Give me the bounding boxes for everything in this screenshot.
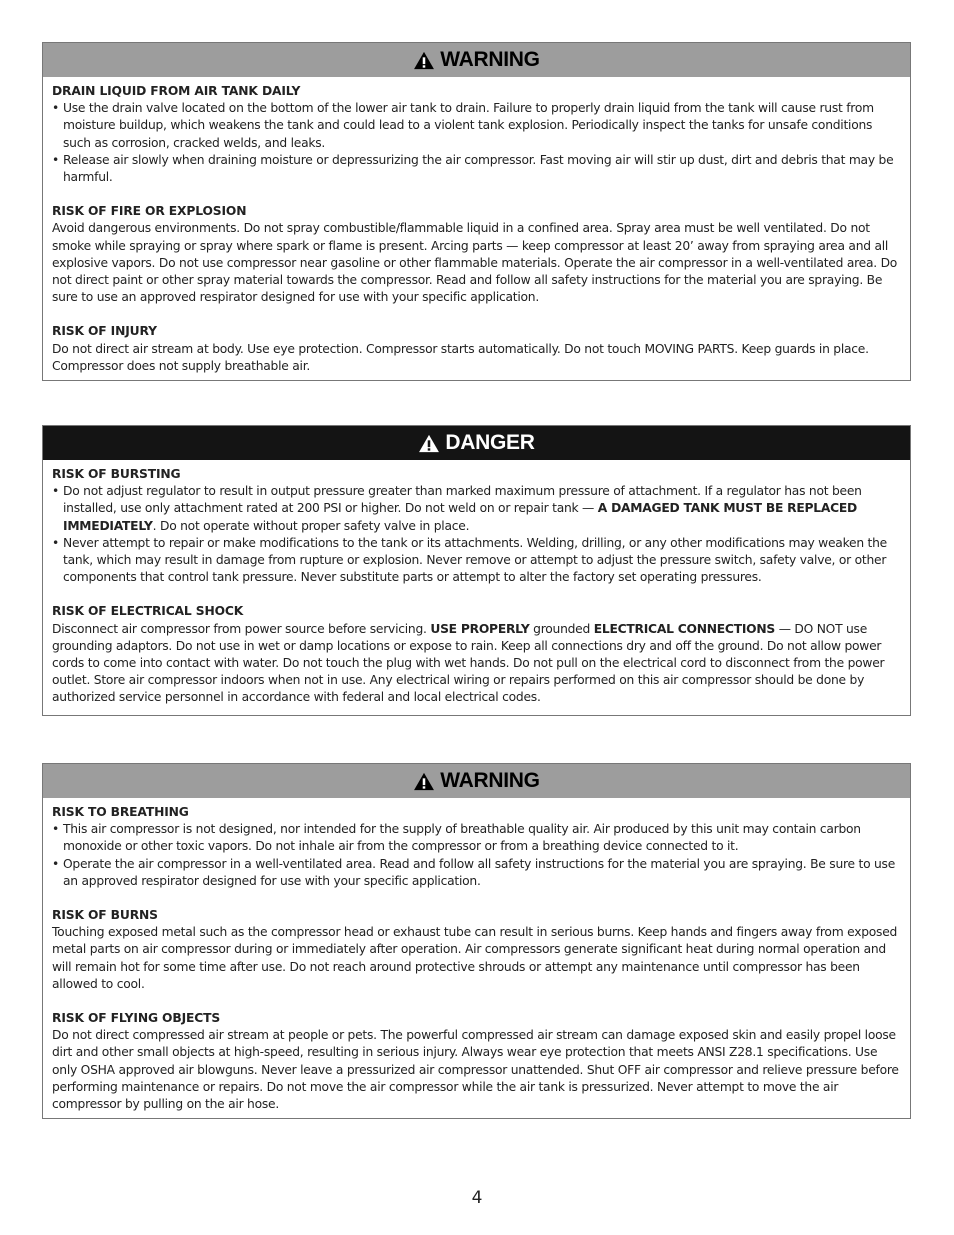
- bullet-item: [52, 856, 901, 890]
- danger-header: [43, 426, 910, 460]
- section-title: RISK OF FIRE OR EXPLOSION: [52, 204, 247, 219]
- text-run: grounded: [529, 621, 594, 636]
- warning-triangle-icon: [413, 772, 435, 791]
- section-electrical-shock: [52, 603, 901, 706]
- warning-content: [43, 77, 910, 381]
- bullet-text: Use the drain valve located on the bottom of the lower air tank to drain. Failure to properly drain liquid from the tank will cause rust from moisture buildup, which weakens the tank and could lead to a violent tank explosion. Periodically inspect the tanks for unsafe conditions such as corrosion, cracked welds, and leaks.: [63, 101, 874, 150]
- text-run: Disconnect air compressor from power source before servicing.: [52, 621, 431, 636]
- emphasis-text: USE PROPERLY: [430, 621, 530, 636]
- section-title: DRAIN LIQUID FROM AIR TANK DAILY: [52, 84, 301, 98]
- emphasis-text: A DAMAGED TANK MUST BE REPLACED IMMEDIATELY: [63, 501, 857, 533]
- bullet-text: This air compressor is not designed, nor intended for the supply of breathable quality air. Air produced by this unit may contain carbon monoxide or other toxic vapors. Do not inhale air from the compressor or from a breathing device connected to it.: [63, 822, 861, 854]
- section-drain-liquid: [52, 83, 901, 186]
- section-flying-objects: [52, 1010, 901, 1113]
- bullet-item: [52, 483, 901, 535]
- bullet-text: Never attempt to repair or make modifications to the tank or its attachments. Welding, drilling, or any other modifications may weaken the tank, which may result in damage from rupture or explosion. Never remove or attempt to adjust the pressure switch, safety valve, or other components that control tank pressure. Never substitute parts or attempt to alter the factory set operating pressures.: [63, 535, 887, 585]
- danger-box: [42, 425, 911, 716]
- section-title: RISK OF BURNS: [52, 908, 158, 923]
- warning-header: [43, 43, 910, 77]
- section-breathing: [52, 804, 901, 890]
- warning-title: WARNING: [440, 769, 540, 792]
- section-bursting: [52, 466, 901, 586]
- warning-triangle-icon: [413, 51, 435, 70]
- bullet-text: Operate the air compressor in a well-ventilated area. Read and follow all safety instructions for the material you are spraying. Be sure to use an approved respirator designed for use with your specific application.: [63, 856, 896, 888]
- section-title: RISK TO BREATHING: [52, 805, 189, 819]
- bullet-text: Release air slowly when draining moisture or depressurizing the air compressor. Fast moving air will stir up dust, dirt and debris that may be harmful.: [63, 152, 894, 185]
- section-body: Avoid dangerous environments. Do not spray combustible/flammable liquid in a confined area. Spray area must be well ventilated. Do not smoke while spraying or spray where spark or flame is present. Arcing parts — keep compressor at least 20’ away from spraying area and all explosive vapors. Do not use compressor near gasoline or other flammable materials. Operate the air compressor in a well-ventilated area. Do not direct paint or other spray material towards the compressor. Read and follow all safety instructions for the material you are spraying. Be sure to use an approved respirator designed for use with your specific application.: [52, 221, 898, 305]
- section-body: Do not direct air stream at body. Use eye protection. Compressor starts automatically. Do not touch MOVING PARTS. Keep guards in place. Compressor does not supply breathable air.: [52, 341, 869, 373]
- warning-content: [43, 798, 910, 1119]
- bullet-marker: •: [52, 535, 60, 550]
- section-body: Do not direct compressed air stream at people or pets. The powerful compressed air stream can damage exposed skin and easily propel loose dirt and other small objects at high-speed, resulting in serious injury. Always wear eye protection that meets ANSI Z28.1 specifications. Use only OSHA approved air blowguns. Never leave a pressurized air compressor unattended. Shut OFF air compressor and relieve pressure before performing maintenance or repairs. Do not move the air compressor while the air tank is pressurized. Never attempt to move the air compressor by pulling on the air hose.: [52, 1028, 899, 1112]
- warning-header: [43, 764, 910, 798]
- warning-title: WARNING: [440, 48, 540, 71]
- section-body: [52, 621, 901, 707]
- bullet-item: [52, 535, 901, 587]
- section-title: RISK OF BURSTING: [52, 467, 181, 481]
- bullet-item: [52, 152, 901, 186]
- bullet-item: [52, 821, 901, 855]
- text-run: — DO NOT use grounding adaptors. Do not use in wet or damp locations or expose to rain. Keep all connections dry and off the ground. Do not allow power cords to come into contact with water. Do not touch the plug with wet hands. Do not pull on the electrical cord to disconnect from the power outlet. Store air compressor indoors when not in use. Any electrical wiring or repairs performed on this air compressor should be done by authorized service personnel in accordance with federal and local electrical codes.: [52, 621, 885, 705]
- warning-box-1: [42, 42, 911, 381]
- section-injury: [52, 323, 901, 375]
- section-title: RISK OF ELECTRICAL SHOCK: [52, 604, 244, 619]
- section-body: Touching exposed metal such as the compressor head or exhaust tube can result in serious burns. Keep hands and fingers away from exposed metal parts on air compressor during or immediately after operation. Air compressors generate significant heat during normal operation and will remain hot for some time after use. Do not reach around protective shrouds or attempt any maintenance until compressor has been allowed to cool.: [52, 925, 898, 991]
- danger-title: DANGER: [445, 431, 535, 454]
- bullet-marker: •: [52, 101, 60, 116]
- bullet-item: [52, 100, 901, 152]
- text-run: Do not adjust regulator to result in output pressure greater than marked maximum pressure of attachment. If a regulator has not been installed, use only attachment rated at 200 PSI or higher. Do not weld on or repair tank —: [63, 484, 862, 516]
- section-title: RISK OF INJURY: [52, 324, 157, 339]
- emphasis-text: ELECTRICAL CONNECTIONS: [593, 621, 776, 636]
- bullet-marker: •: [52, 856, 60, 871]
- bullet-marker: •: [52, 484, 60, 499]
- bullet-marker: •: [52, 822, 60, 837]
- danger-content: [43, 460, 910, 713]
- page-number: 4: [471, 1188, 483, 1208]
- section-burns: [52, 907, 901, 993]
- warning-triangle-icon: [418, 434, 440, 453]
- text-run: . Do not operate without proper safety valve in place.: [152, 518, 470, 533]
- warning-box-2: [42, 763, 911, 1119]
- bullet-text: [63, 483, 901, 535]
- bullet-marker: •: [52, 152, 60, 167]
- section-fire-explosion: [52, 203, 901, 306]
- section-title: RISK OF FLYING OBJECTS: [52, 1011, 221, 1026]
